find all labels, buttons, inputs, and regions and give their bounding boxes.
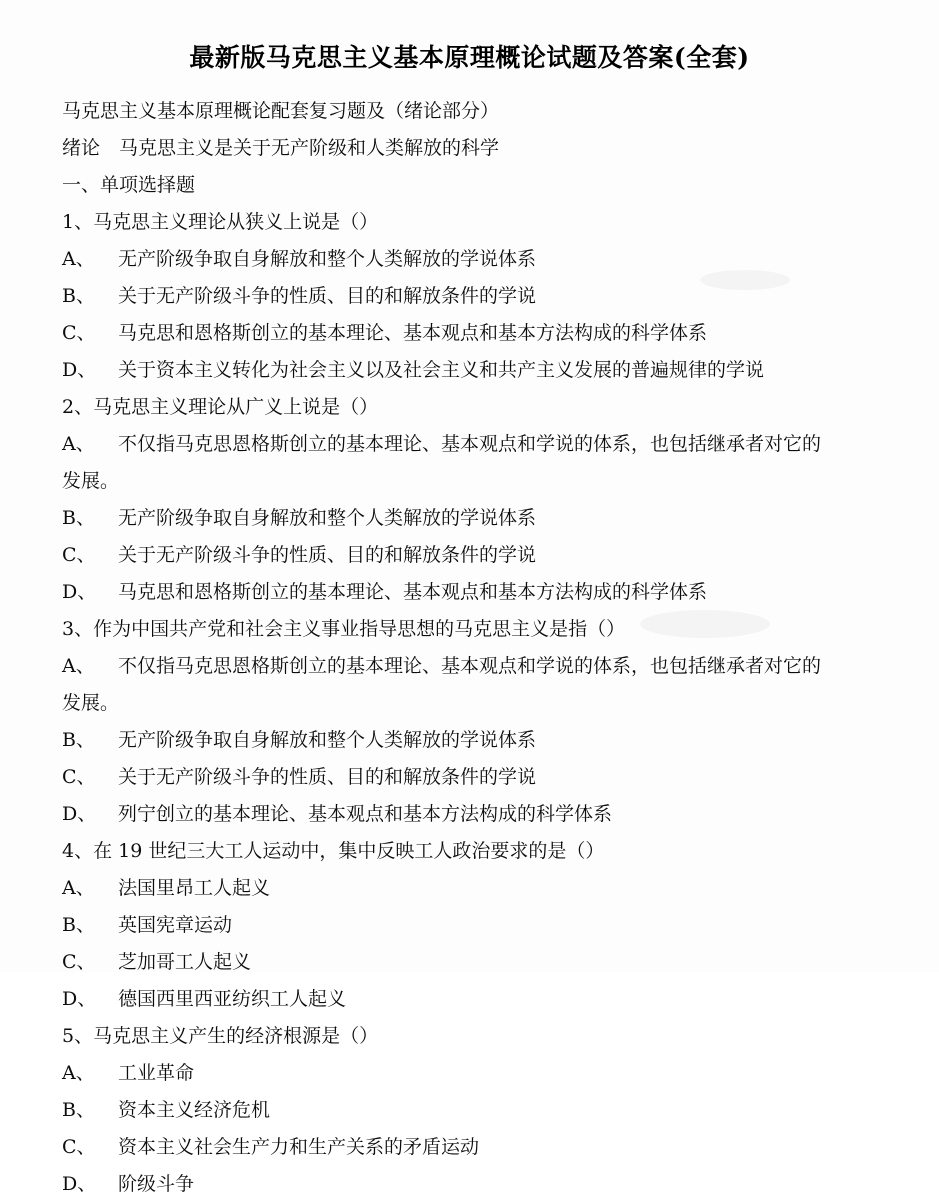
option-text: 阶级斗争 bbox=[118, 1173, 195, 1195]
option-tag: A、 bbox=[62, 433, 95, 455]
option-tag: B、 bbox=[62, 729, 95, 751]
option-text: 英国宪章运动 bbox=[118, 914, 233, 936]
option-tag: B、 bbox=[62, 914, 95, 936]
option-tag: B、 bbox=[62, 1099, 95, 1121]
option-item bbox=[62, 429, 877, 460]
option-text-continuation: 发展。 bbox=[62, 470, 120, 492]
option-item bbox=[62, 281, 877, 312]
option-item bbox=[62, 355, 877, 386]
option-item bbox=[62, 725, 877, 756]
option-text-continuation: 发展。 bbox=[62, 692, 120, 714]
option-text: 法国里昂工人起义 bbox=[118, 877, 271, 899]
option-tag: A、 bbox=[62, 248, 95, 270]
option-text: 马克思和恩格斯创立的基本理论、基本观点和基本方法构成的科学体系 bbox=[118, 322, 708, 344]
option-text: 芝加哥工人起义 bbox=[118, 951, 252, 973]
option-tag: C、 bbox=[62, 951, 96, 973]
section-heading-single-choice: 一、单项选择题 bbox=[62, 174, 196, 196]
option-text: 德国西里西亚纺织工人起义 bbox=[118, 988, 347, 1010]
option-text: 无产阶级争取自身解放和整个人类解放的学说体系 bbox=[118, 729, 537, 751]
option-tag: C、 bbox=[62, 322, 96, 344]
option-tag: D、 bbox=[62, 803, 97, 825]
option-item bbox=[62, 503, 877, 534]
option-tag: B、 bbox=[62, 285, 95, 307]
option-text: 列宁创立的基本理论、基本观点和基本方法构成的科学体系 bbox=[118, 803, 613, 825]
option-text: 关于无产阶级斗争的性质、目的和解放条件的学说 bbox=[118, 544, 537, 566]
option-item bbox=[62, 1169, 877, 1200]
option-item bbox=[62, 873, 877, 904]
option-tag: C、 bbox=[62, 544, 96, 566]
option-tag: D、 bbox=[62, 581, 97, 603]
question-number: 5、马克思主义产生的经济根源是（） bbox=[62, 1025, 379, 1047]
option-text: 关于资本主义转化为社会主义以及社会主义和共产主义发展的普遍规律的学说 bbox=[118, 359, 765, 381]
header-line-1: 马克思主义基本原理概论配套复习题及（绪论部分） bbox=[62, 100, 500, 122]
option-text: 无产阶级争取自身解放和整个人类解放的学说体系 bbox=[118, 507, 537, 529]
option-item bbox=[62, 1058, 877, 1089]
option-text: 关于无产阶级斗争的性质、目的和解放条件的学说 bbox=[118, 766, 537, 788]
page-title: 最新版马克思主义基本原理概论试题及答案(全套) bbox=[189, 43, 750, 72]
option-item bbox=[62, 762, 877, 793]
option-text: 无产阶级争取自身解放和整个人类解放的学说体系 bbox=[118, 248, 537, 270]
option-tag: B、 bbox=[62, 507, 95, 529]
option-text: 不仅指马克思恩格斯创立的基本理论、基本观点和学说的体系，也包括继承者对它的 bbox=[118, 433, 822, 455]
option-tag: A、 bbox=[62, 877, 95, 899]
option-tag: A、 bbox=[62, 655, 95, 677]
option-text: 工业革命 bbox=[118, 1062, 195, 1084]
question-number: 3、作为中国共产党和社会主义事业指导思想的马克思主义是指（） bbox=[62, 618, 626, 640]
option-item bbox=[62, 799, 877, 830]
header-line-2: 绪论 马克思主义是关于无产阶级和人类解放的科学 bbox=[62, 137, 500, 159]
option-text: 马克思和恩格斯创立的基本理论、基本观点和基本方法构成的科学体系 bbox=[118, 581, 708, 603]
question-number: 4、在 19 世纪三大工人运动中，集中反映工人政治要求的是（） bbox=[62, 840, 605, 862]
option-tag: A、 bbox=[62, 1062, 95, 1084]
option-item bbox=[62, 1132, 877, 1163]
option-tag: D、 bbox=[62, 359, 97, 381]
option-item bbox=[62, 540, 877, 571]
option-text: 不仅指马克思恩格斯创立的基本理论、基本观点和学说的体系，也包括继承者对它的 bbox=[118, 655, 822, 677]
option-text: 资本主义社会生产力和生产关系的矛盾运动 bbox=[118, 1136, 480, 1158]
option-tag: D、 bbox=[62, 988, 97, 1010]
option-item bbox=[62, 947, 877, 978]
option-item bbox=[62, 1095, 877, 1126]
option-text: 关于无产阶级斗争的性质、目的和解放条件的学说 bbox=[118, 285, 537, 307]
option-item bbox=[62, 984, 877, 1015]
option-item bbox=[62, 244, 877, 275]
question-number: 1、马克思主义理论从狭义上说是（） bbox=[62, 211, 379, 233]
option-tag: C、 bbox=[62, 766, 96, 788]
option-item bbox=[62, 651, 877, 682]
option-tag: D、 bbox=[62, 1173, 97, 1195]
option-item bbox=[62, 577, 877, 608]
option-item bbox=[62, 910, 877, 941]
option-text: 资本主义经济危机 bbox=[118, 1099, 271, 1121]
option-tag: C、 bbox=[62, 1136, 96, 1158]
question-number: 2、马克思主义理论从广义上说是（） bbox=[62, 396, 379, 418]
option-item bbox=[62, 318, 877, 349]
